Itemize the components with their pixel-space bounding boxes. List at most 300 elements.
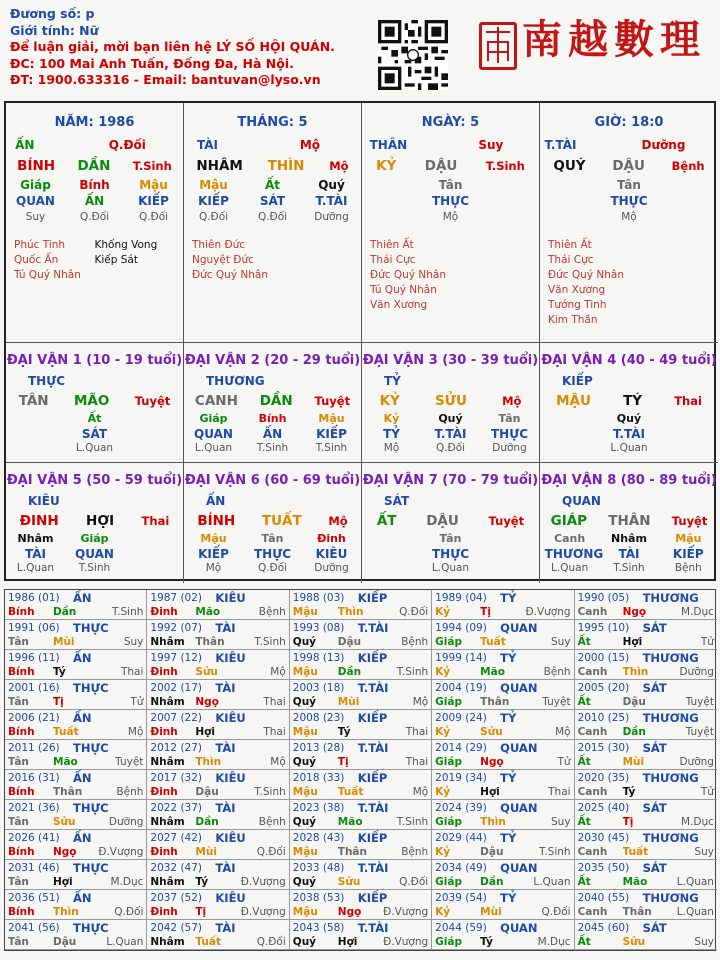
year-phase: T.Sinh xyxy=(396,816,429,828)
year-phase: Tử xyxy=(700,786,714,798)
dai-van-stem: TÂN xyxy=(18,393,49,409)
hidden-phase: Q.Đối xyxy=(79,210,110,223)
year-stem: Tân xyxy=(8,696,29,708)
hidden-phase: T.Sinh xyxy=(78,562,111,574)
dai-van-phase: Tuyệt xyxy=(134,394,171,408)
star-name: Tướng Tinh xyxy=(548,299,607,311)
year-god: KIẾP xyxy=(357,891,388,905)
pillar-phase: T.Sinh xyxy=(485,159,525,173)
year-label: 1992 (07) xyxy=(150,622,203,634)
year-label: 2023 (38) xyxy=(292,802,345,814)
year-cell xyxy=(432,710,574,740)
hidden-phases xyxy=(362,209,539,224)
hidden-god: QUAN xyxy=(75,546,114,561)
pillar-stem: NHÂM xyxy=(196,158,243,174)
dai-van-title: ĐẠI VẬN 1 (10 - 19 tuổi) xyxy=(6,353,183,368)
year-cell xyxy=(147,770,289,800)
year-cell xyxy=(147,740,289,770)
dai-van-title: ĐẠI VẬN 5 (50 - 59 tuổi) xyxy=(6,473,183,488)
dai-van-cell xyxy=(362,463,540,583)
year-stem: Kỷ xyxy=(435,726,451,738)
dai-van-god: SÁT xyxy=(384,494,410,508)
pillar-stem-branch xyxy=(6,155,183,177)
year-stem: Bính xyxy=(8,906,35,918)
year-label: 1993 (08) xyxy=(292,622,345,634)
year-stem: Ất xyxy=(577,936,591,948)
dai-van-god: QUAN xyxy=(562,494,601,508)
hidden-god: ẤN xyxy=(262,426,283,441)
year-stem: Kỷ xyxy=(435,606,451,618)
year-stem: Kỷ xyxy=(435,846,451,858)
year-cell xyxy=(5,650,147,680)
year-label: 2028 (43) xyxy=(292,832,345,844)
year-cell xyxy=(290,680,432,710)
year-phase: Đ.Vượng xyxy=(383,936,429,948)
year-cell xyxy=(147,860,289,890)
pillar-phase-top: Dưỡng xyxy=(641,138,686,152)
year-god: THỰC xyxy=(73,801,109,815)
hidden-phase: L.Quan xyxy=(610,442,648,454)
year-phase: Tử xyxy=(700,636,714,648)
hidden-phases xyxy=(362,561,539,575)
year-god: QUAN xyxy=(500,801,538,815)
header-info xyxy=(10,6,370,89)
year-phase: Dưỡng xyxy=(679,666,714,678)
year-stem: Giáp xyxy=(435,876,462,888)
dai-van-cell xyxy=(184,463,362,583)
star-name: Kim Thần xyxy=(548,314,598,326)
pillar-title: NGÀY: 5 xyxy=(421,115,480,130)
hidden-stems xyxy=(540,531,718,546)
year-god: KIÊU xyxy=(215,771,246,785)
year-stem: Bính xyxy=(8,726,35,738)
hidden-gods xyxy=(6,426,183,441)
year-cell xyxy=(290,710,432,740)
year-label: 2014 (29) xyxy=(435,742,487,754)
hidden-gods xyxy=(362,426,539,441)
year-branch: Dần xyxy=(480,876,504,888)
year-label: 2038 (53) xyxy=(292,892,345,904)
pillar-stem: BÍNH xyxy=(17,158,56,174)
year-god: THƯƠNG xyxy=(642,891,699,905)
dai-van-stem: ẤT xyxy=(376,513,397,529)
hidden-stem: Ất xyxy=(87,412,102,425)
year-cell xyxy=(575,920,717,950)
year-phase: Thai xyxy=(263,696,286,708)
year-god: KIÊU xyxy=(215,891,246,905)
year-stem: Đinh xyxy=(150,906,178,918)
hidden-god: SÁT xyxy=(81,426,108,441)
year-stem: Ất xyxy=(577,816,591,828)
year-label: 2009 (24) xyxy=(435,712,487,724)
hidden-god: THỰC xyxy=(490,426,529,441)
year-phase: Tuyệt xyxy=(542,696,571,708)
stars-col xyxy=(451,238,532,313)
year-god: TỶ xyxy=(500,771,517,785)
hidden-phase: Q.Đối xyxy=(198,210,229,223)
year-stem: Giáp xyxy=(435,756,462,768)
year-phase: Suy xyxy=(123,636,144,648)
year-label: 2022 (37) xyxy=(150,802,203,814)
hidden-god: THỰC xyxy=(431,546,470,561)
star-name: Tú Quý Nhân xyxy=(14,269,81,281)
year-stem: Đinh xyxy=(150,606,178,618)
year-god: KIÊU xyxy=(215,651,246,665)
year-god: T.TÀI xyxy=(357,861,389,875)
year-branch: Mùi xyxy=(195,846,217,858)
pillar-stars xyxy=(540,238,718,328)
year-god: T.TÀI xyxy=(357,921,389,935)
hidden-phases xyxy=(6,441,183,455)
year-label: 1986 (01) xyxy=(8,592,60,604)
dai-van-stem-branch xyxy=(362,391,539,411)
year-stem: Mậu xyxy=(292,846,318,858)
seal-stamp-icon xyxy=(479,22,517,70)
year-cell xyxy=(432,650,574,680)
year-stem: Quý xyxy=(292,756,317,768)
pillar-gods xyxy=(540,135,718,155)
hidden-stem: Tân xyxy=(617,178,641,192)
year-label: 2018 (33) xyxy=(292,772,345,784)
star-name: Khống Vong xyxy=(94,239,158,251)
year-branch: Thìn xyxy=(337,606,364,618)
year-god: THỰC xyxy=(73,741,109,755)
year-cell xyxy=(432,920,574,950)
hidden-stems xyxy=(6,531,183,546)
year-phase: L.Quan xyxy=(676,876,714,888)
year-label: 2026 (41) xyxy=(8,832,60,844)
pillar-phase: Bệnh xyxy=(671,159,705,173)
year-branch: Thìn xyxy=(480,816,506,828)
year-label: 2005 (20) xyxy=(577,682,630,694)
year-cell xyxy=(5,830,147,860)
year-god: TỶ xyxy=(500,591,517,605)
year-label: 1995 (10) xyxy=(577,622,630,634)
pillar-stem: KỶ xyxy=(376,158,397,174)
year-label: 2027 (42) xyxy=(150,832,203,844)
year-branch: Thìn xyxy=(622,666,649,678)
year-label: 2035 (50) xyxy=(577,862,630,874)
year-stem: Mậu xyxy=(292,606,318,618)
year-branch: Mùi xyxy=(53,636,75,648)
year-branch: Mùi xyxy=(622,756,645,768)
pillar-gods xyxy=(362,135,539,155)
hidden-stem: Tân xyxy=(261,532,284,545)
year-label: 2040 (55) xyxy=(577,892,630,904)
year-label: 2007 (22) xyxy=(150,712,203,724)
year-phase: Đ.Vượng xyxy=(98,846,144,858)
year-cell xyxy=(5,770,147,800)
year-stem: Canh xyxy=(577,606,608,618)
year-label: 2000 (15) xyxy=(577,652,630,664)
year-branch: Ngọ xyxy=(622,606,647,618)
pillar-title: GIỜ: 18:0 xyxy=(594,115,664,130)
year-god: T.TÀI xyxy=(357,621,389,635)
year-cell xyxy=(147,710,289,740)
hidden-gods xyxy=(540,193,718,209)
year-phase: Đ.Vượng xyxy=(240,876,286,888)
hidden-stem: Kỷ xyxy=(383,412,400,425)
year-label: 2001 (16) xyxy=(8,682,60,694)
hidden-god: TÀI xyxy=(618,546,640,561)
year-label: 1996 (11) xyxy=(8,652,60,664)
year-label: 2012 (27) xyxy=(150,742,203,754)
pillar-god: ẤN xyxy=(15,138,35,152)
year-cell xyxy=(290,620,432,650)
hidden-stem: Tân xyxy=(438,178,463,192)
dai-van-branch: DẦN xyxy=(259,393,293,409)
hidden-gods xyxy=(362,546,539,561)
contact-note: Để luận giải, mời bạn liên hệ LÝ SỐ HỘI QUÁN. xyxy=(10,39,335,54)
year-branch: Tị xyxy=(622,816,634,828)
hidden-god: KIẾP xyxy=(198,194,229,208)
dai-van-god: THƯƠNG xyxy=(206,374,265,388)
stars-col xyxy=(95,238,176,283)
year-god: QUAN xyxy=(500,741,538,755)
hidden-stem: Giáp xyxy=(199,412,228,425)
dai-van-stem: KỶ xyxy=(379,393,400,409)
year-branch: Thân xyxy=(195,636,225,648)
star-name: Đức Quý Nhân xyxy=(192,269,268,281)
year-branch: Mão xyxy=(53,756,78,768)
year-label: 1999 (14) xyxy=(435,652,487,664)
year-cell xyxy=(5,860,147,890)
hidden-gods xyxy=(362,193,539,209)
year-phase: Bệnh xyxy=(401,636,429,648)
year-phase: Mộ xyxy=(412,696,429,708)
year-stem: Canh xyxy=(577,906,608,918)
year-phase: Tử xyxy=(130,696,144,708)
year-god: QUAN xyxy=(500,861,538,875)
year-branch: Mão xyxy=(337,816,363,828)
year-cell xyxy=(432,800,574,830)
year-label: 1994 (09) xyxy=(435,622,487,634)
year-cell xyxy=(290,860,432,890)
year-phase: T.Sinh xyxy=(254,786,286,798)
hidden-phase: Bệnh xyxy=(674,562,702,574)
year-god: KIẾP xyxy=(357,831,388,845)
dai-van-stem-branch xyxy=(362,511,539,531)
star-name: Văn Xương xyxy=(548,284,606,296)
pillar-stem-branch xyxy=(540,155,718,177)
dai-van-stem-branch xyxy=(184,391,361,411)
hidden-stems xyxy=(540,177,718,193)
hidden-gods xyxy=(6,193,183,209)
year-stem: Quý xyxy=(292,636,317,648)
year-label: 2002 (17) xyxy=(150,682,203,694)
year-label: 2020 (35) xyxy=(577,772,630,784)
hidden-stem: Giáp xyxy=(80,532,109,545)
hidden-stem: Đinh xyxy=(317,532,346,545)
year-branch: Ngọ xyxy=(337,906,362,918)
year-label: 1990 (05) xyxy=(577,592,630,604)
year-stem: Tân xyxy=(8,876,29,888)
year-stem: Quý xyxy=(292,816,317,828)
year-phase: Q.Đối xyxy=(399,876,429,888)
year-branch: Mùi xyxy=(337,696,360,708)
hidden-stem: Mậu xyxy=(318,412,345,425)
annual-luck-table xyxy=(4,589,716,951)
year-label: 2015 (30) xyxy=(577,742,630,754)
year-stem: Tân xyxy=(8,756,29,768)
year-branch: Thìn xyxy=(195,756,222,768)
year-cell xyxy=(5,680,147,710)
hidden-stem: Mậu xyxy=(199,178,228,192)
year-god: QUAN xyxy=(500,681,538,695)
year-branch: Tý xyxy=(195,876,209,888)
year-cell xyxy=(290,740,432,770)
year-stem: Nhâm xyxy=(150,696,185,708)
dai-van-title: ĐẠI VẬN 3 (30 - 39 tuổi) xyxy=(362,353,539,368)
dai-van-title: ĐẠI VẬN 8 (80 - 89 tuổi) xyxy=(541,473,717,488)
year-stem: Mậu xyxy=(292,726,318,738)
hidden-stems xyxy=(540,411,718,426)
hidden-god: T.TÀI xyxy=(613,426,645,441)
dai-van-title: ĐẠI VẬN 2 (20 - 29 tuổi) xyxy=(184,353,361,368)
star-name: Đức Quý Nhân xyxy=(548,269,624,281)
hidden-phase: Mộ xyxy=(383,442,400,454)
year-phase: Tuyệt xyxy=(685,696,714,708)
year-branch: Ngọ xyxy=(480,756,504,768)
hidden-stem: Canh xyxy=(554,532,586,545)
year-branch: Tuất xyxy=(195,936,221,948)
logo-calligraphy: 南越數理 xyxy=(522,16,706,63)
hidden-stems xyxy=(6,177,183,193)
dai-van-branch: MÃO xyxy=(73,393,110,409)
hidden-god: KIÊU xyxy=(315,546,348,561)
year-branch: Hợi xyxy=(480,786,500,798)
year-stem: Mậu xyxy=(292,786,318,798)
dai-van-stem-branch xyxy=(6,511,183,531)
hidden-phases xyxy=(540,441,718,455)
year-label: 2011 (26) xyxy=(8,742,60,754)
gender: Giới tính: Nữ xyxy=(10,22,99,38)
year-branch: Dậu xyxy=(337,636,362,648)
year-god: TÀI xyxy=(215,621,236,635)
hidden-gods xyxy=(6,546,183,561)
year-god: KIẾP xyxy=(357,591,388,605)
year-stem: Đinh xyxy=(150,726,178,738)
year-phase: Mộ xyxy=(555,726,571,738)
year-branch: Ngọ xyxy=(53,846,77,858)
year-cell xyxy=(575,590,717,620)
dai-van-title: ĐẠI VẬN 6 (60 - 69 tuổi) xyxy=(184,473,361,488)
dai-van-stem: MẬU xyxy=(556,393,591,409)
year-cell xyxy=(5,710,147,740)
year-cell xyxy=(147,650,289,680)
year-cell xyxy=(5,590,147,620)
hidden-phases xyxy=(6,561,183,575)
year-cell xyxy=(575,740,717,770)
year-stem: Nhâm xyxy=(150,936,185,948)
year-branch: Thân xyxy=(53,786,83,798)
hidden-gods xyxy=(184,426,361,441)
year-god: QUAN xyxy=(500,921,538,935)
year-stem: Mậu xyxy=(292,906,318,918)
dai-van-stem-branch xyxy=(540,391,718,411)
hidden-phase: Suy xyxy=(25,210,46,223)
stars-col xyxy=(548,238,629,328)
year-label: 2031 (46) xyxy=(8,862,60,874)
hidden-god: KIẾP xyxy=(138,194,169,208)
year-stem: Giáp xyxy=(435,696,462,708)
pillar-stars xyxy=(6,238,183,283)
year-stem: Đinh xyxy=(150,786,178,798)
year-stem: Đinh xyxy=(150,846,178,858)
year-cell xyxy=(432,620,574,650)
year-label: 2013 (28) xyxy=(292,742,345,754)
year-stem: Bính xyxy=(8,666,35,678)
year-branch: Mão xyxy=(622,876,648,888)
hidden-stems xyxy=(184,531,361,546)
year-branch: Tị xyxy=(53,696,64,708)
hidden-stem: Quý xyxy=(616,412,642,425)
hidden-god: THỰC xyxy=(253,546,292,561)
year-label: 2025 (40) xyxy=(577,802,630,814)
dai-van-branch: TUẤT xyxy=(261,513,302,529)
year-label: 2042 (57) xyxy=(150,922,203,934)
dai-van-branch: HỢI xyxy=(86,513,115,529)
year-phase: Tuyệt xyxy=(685,726,714,738)
hidden-stem: Bính xyxy=(258,412,287,425)
hidden-phase: Dưỡng xyxy=(314,210,349,223)
year-label: 2019 (34) xyxy=(435,772,487,784)
hidden-god: QUAN xyxy=(194,426,233,441)
year-label: 1987 (02) xyxy=(150,592,203,604)
year-god: KIẾP xyxy=(357,711,388,725)
year-phase: Bệnh xyxy=(543,666,571,678)
dai-van-cell xyxy=(540,343,718,463)
year-label: 2021 (36) xyxy=(8,802,60,814)
pillar-title: THÁNG: 5 xyxy=(237,115,308,130)
dai-van-god: ẤN xyxy=(206,494,226,508)
year-cell xyxy=(5,740,147,770)
hidden-stem: Nhâm xyxy=(17,532,54,545)
pillar-branch: DẦN xyxy=(77,158,111,174)
pillar-god: THÂN xyxy=(369,138,408,152)
star-name: Thiên Ất xyxy=(548,239,592,251)
year-branch: Dậu xyxy=(480,846,504,858)
year-god: TÀI xyxy=(215,921,236,935)
year-branch: Sửu xyxy=(337,876,361,888)
year-god: SÁT xyxy=(642,861,667,875)
year-label: 2032 (47) xyxy=(150,862,203,874)
hidden-gods xyxy=(184,193,361,209)
pillar-phase-top: Suy xyxy=(478,138,504,152)
hidden-phase: L.Quan xyxy=(431,562,470,574)
dai-van-cell xyxy=(6,463,184,583)
phone-email: ĐT: 1900.633316 - Email: bantuvan@lyso.vn xyxy=(10,72,321,87)
pillar-stars xyxy=(184,238,361,283)
year-god: TỶ xyxy=(500,651,517,665)
year-phase: Mộ xyxy=(270,756,286,768)
year-branch: Sửu xyxy=(195,666,218,678)
year-cell xyxy=(147,620,289,650)
year-label: 2034 (49) xyxy=(435,862,487,874)
year-god: SÁT xyxy=(642,621,667,635)
year-label: 2024 (39) xyxy=(435,802,487,814)
hidden-god: KIẾP xyxy=(316,426,347,441)
hidden-god: KIẾP xyxy=(672,546,704,561)
year-stem: Nhâm xyxy=(150,636,185,648)
year-god: ẤN xyxy=(73,591,92,605)
year-god: T.TÀI xyxy=(357,801,389,815)
year-god: THƯƠNG xyxy=(642,651,699,665)
hidden-god: THƯƠNG xyxy=(544,546,604,561)
hidden-god: KIẾP xyxy=(198,546,229,561)
star-name: Nguyệt Đức xyxy=(192,254,254,266)
year-cell xyxy=(290,590,432,620)
